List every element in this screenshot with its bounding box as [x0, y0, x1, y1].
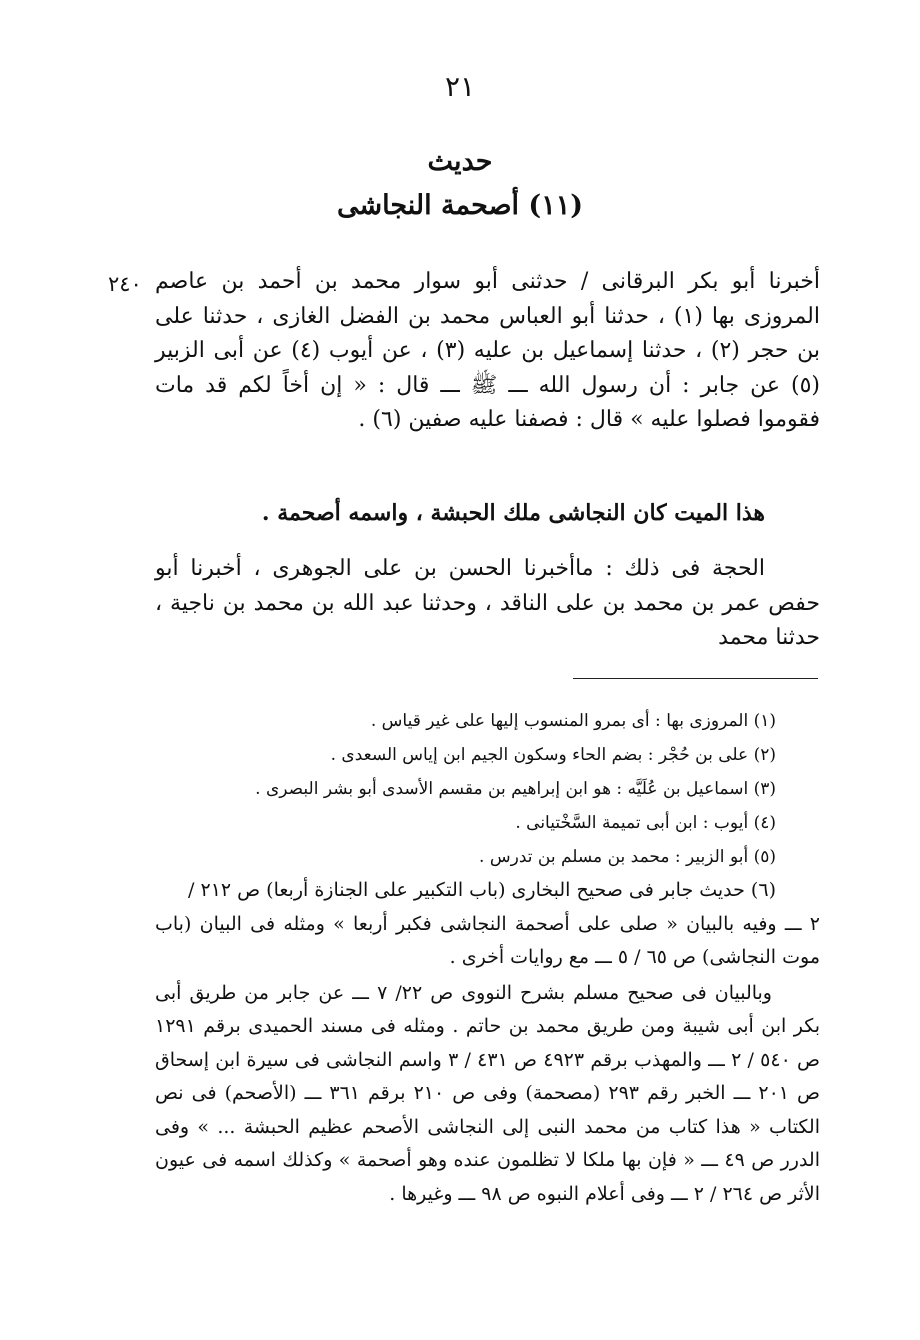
footnote-4: (٤) أيوب : ابن أبى تميمة السَّخْتيانى .: [515, 813, 776, 833]
footnotes-section: [155, 704, 820, 1211]
body-paragraph-3: [155, 552, 820, 656]
paragraph-text: هذا الميت كان النجاشى ملك الحبشة ، واسمه أصحمة .: [261, 500, 765, 526]
paragraph-text: أخبرنا أبو بكر البرقانى / حدثنى أبو سوار محمد بن أحمد بن عاصم المروزى بها (١) ، حدثنا أبو العباس محمد بن الفضل الغازى ، حدثنا على بن حجر (٢) ، حدثنا إسماعيل بن عليه (٣) ، عن أيوب (٤) عن أبى الزبير (٥) عن جابر : أن رسول الله ـــ ﷺ ـــ قال : « إن أخاً لكم قد مات فقوموا فصلوا عليه » قال : فصفنا عليه صفين (٦) .: [155, 269, 820, 432]
footnote-1: (١) المروزى بها : أى بمرو المنسوب إليها على غير قياس .: [370, 711, 776, 731]
page-number: ٢١: [444, 70, 476, 103]
section-subheading: (١١) أصحمة النجاشى: [337, 190, 583, 221]
footnote-6: (٦) حديث جابر فى صحيح البخارى (باب التكبير على الجنازة أربعا) ص ٢١٢ /: [188, 879, 776, 901]
footnote-6-continuation: ٢ ـــ وفيه بالبيان « صلى على أصحمة النجاشى فكبر أربعا » ومثله فى البيان (باب موت النجاشى) ص ٦٥ / ٥ ـــ مع روايات أخرى .: [155, 912, 820, 968]
margin-page-reference: ٢٤٠: [108, 272, 142, 296]
body-paragraph-1: [155, 265, 820, 438]
footnote-2: (٢) على بن حُجْر : بضم الحاء وسكون الجيم ابن إياس السعدى .: [330, 745, 776, 765]
footnote-divider: [573, 678, 818, 679]
section-heading: حديث: [427, 146, 493, 177]
body-paragraph-2: [155, 496, 820, 531]
footnote-6-paragraph-2: وبالبيان فى صحيح مسلم بشرح النووى ص ٢٢/ ٧ ـــ عن جابر من طريق أبى بكر ابن أبى شيبة ومن طريق محمد بن حاتم . ومثله فى مسند الحميدى برقم ١٢٩١ ص ٥٤٠ / ٢ ـــ والمهذب برقم ٤٩٢٣ ص ٤٣١ / ٣ واسم النجاشى فى سيرة ابن إسحاق ص ٢٠١ ـــ الخبر رقم ٢٩٣ (مصحمة) وفى ص ٢١٠ برقم ٣٦١ ـــ (الأصحم) فى نص الكتاب « هذا كتاب من محمد النبى إلى النجاشى الأصحم عظيم الحبشة ... » وفى الدرر ص ٤٩ ـــ « فإن بها ملكا لا تظلمون عنده وهو أصحمة » وكذلك اسمه فى عيون الأثر ص ٢٦٤ / ٢ ـــ وفى أعلام النبوه ص ٩٨ ـــ وغيرها .: [155, 981, 821, 1205]
footnote-5: (٥) أبو الزبير : محمد بن مسلم بن تدرس .: [479, 847, 776, 867]
footnote-3: (٣) اسماعيل بن عُلَيَّه : هو ابن إبراهيم بن مقسم الأسدى أبو بشر البصرى .: [255, 779, 776, 799]
paragraph-text: الحجة فى ذلك : ماأخبرنا الحسن بن على الجوهرى ، أخبرنا أبو حفص عمر بن محمد بن على الناقد ، وحدثنا عبد الله بن محمد بن ناجية ، حدثنا محمد: [155, 556, 820, 650]
